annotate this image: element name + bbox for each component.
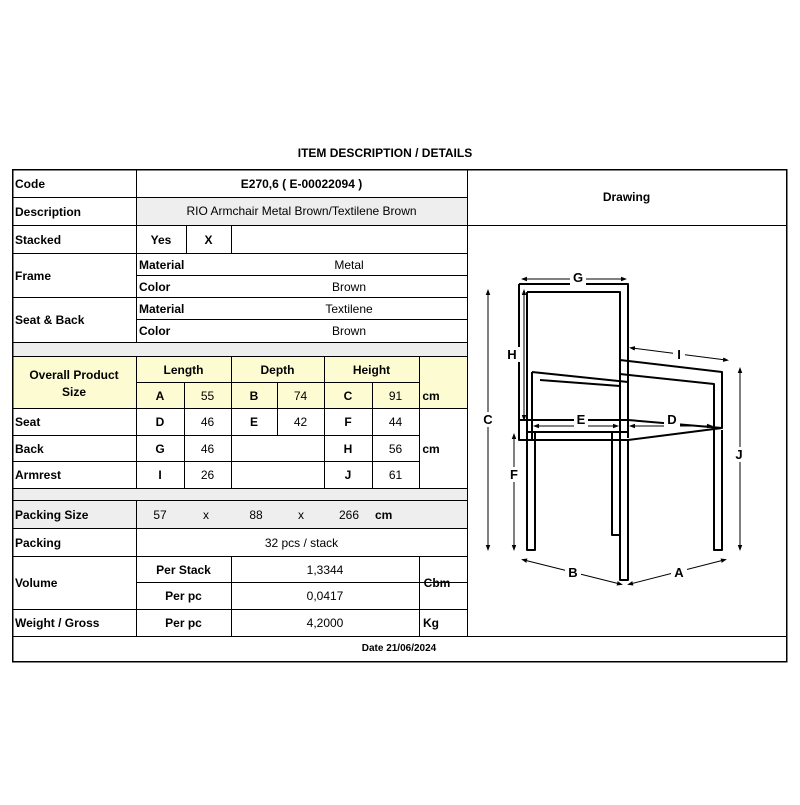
- stacked-yes-label: Yes: [150, 233, 172, 247]
- volume-per-stack-label: Per Stack: [156, 563, 211, 577]
- dim-e-value: 42: [293, 415, 308, 429]
- packing-size-height: 266: [338, 508, 360, 522]
- dim-h-letter: H: [343, 442, 353, 456]
- dim-j-letter: J: [344, 468, 352, 482]
- frame-color-label: Color: [139, 280, 171, 294]
- dim-h-value: 56: [388, 442, 403, 456]
- seat-back-material-value: Textilene: [325, 302, 373, 316]
- overall-unit: cm: [422, 389, 440, 403]
- frame-material-value: Metal: [334, 258, 364, 272]
- chair-back-left-leg: [612, 432, 620, 535]
- packing-size-length: 57: [153, 508, 167, 522]
- code-value: E270,6 ( E-00022094 ): [240, 177, 363, 191]
- chair-back-right-leg: [714, 430, 722, 550]
- drawing-label-j: J: [735, 447, 743, 462]
- packing-size-x2: x: [298, 508, 304, 522]
- drawing-label-i: I: [677, 347, 681, 362]
- date-footer: Date 21/06/2024: [361, 643, 437, 654]
- drawing-label-b: B: [568, 565, 578, 580]
- dim-d-letter: D: [155, 415, 165, 429]
- frame-material-label: Material: [139, 258, 185, 272]
- dim-i-value: 26: [200, 468, 215, 482]
- volume-per-stack-value: 1,3344: [306, 563, 344, 577]
- dim-f-letter: F: [344, 415, 352, 429]
- weight-per-pc-label: Per pc: [165, 616, 202, 630]
- dim-g-letter: G: [155, 442, 165, 456]
- chair-left-armrest: [532, 372, 628, 440]
- dim-g-value: 46: [200, 442, 215, 456]
- seat-back-color-label: Color: [139, 324, 171, 338]
- document-title: ITEM DESCRIPTION / DETAILS: [297, 146, 473, 160]
- packing-label: Packing: [15, 536, 62, 550]
- packing-value: 32 pcs / stack: [264, 536, 339, 550]
- drawing-label-c: C: [483, 412, 493, 427]
- chair-front-right-leg: [620, 440, 628, 580]
- stacked-yes-mark: X: [204, 233, 213, 247]
- frame-color-value: Brown: [331, 280, 366, 294]
- volume-per-pc-value: 0,0417: [306, 589, 344, 603]
- drawing-label-d: D: [667, 412, 677, 427]
- armrest-label: Armrest: [15, 468, 62, 482]
- depth-header: Depth: [260, 363, 295, 377]
- dim-j-value: 61: [388, 468, 403, 482]
- seat-back-arm-unit: cm: [422, 442, 440, 456]
- drawing-label-a: A: [674, 565, 684, 580]
- dim-f-value: 44: [388, 415, 403, 429]
- dim-e-letter: E: [249, 415, 258, 429]
- weight-value: 4,2000: [306, 616, 344, 630]
- dim-a-letter: A: [155, 389, 165, 403]
- weight-label: Weight / Gross: [15, 616, 100, 630]
- packing-size-width: 88: [249, 508, 263, 522]
- weight-unit: Kg: [423, 616, 439, 630]
- dim-c-value: 91: [388, 389, 403, 403]
- drawing-label-f: F: [510, 467, 518, 482]
- drawing-label-h: H: [507, 347, 517, 362]
- description-label: Description: [15, 205, 82, 219]
- dimension-letters: [480, 270, 747, 580]
- chair-frame: [519, 284, 722, 580]
- dim-i-letter: I: [158, 468, 162, 482]
- seat-label: Seat: [15, 415, 41, 429]
- chair-back: [519, 284, 628, 420]
- length-header: Length: [163, 363, 204, 377]
- frame-label: Frame: [15, 269, 52, 283]
- dim-b-letter: B: [249, 389, 259, 403]
- seat-back-label: Seat & Back: [15, 313, 85, 327]
- volume-per-pc-label: Per pc: [165, 589, 202, 603]
- height-header: Height: [352, 363, 391, 377]
- dim-a-value: 55: [200, 389, 215, 403]
- volume-unit: Cbm: [423, 576, 451, 590]
- seat-back-material-label: Material: [139, 302, 185, 316]
- description-value: RIO Armchair Metal Brown/Textilene Brown: [186, 204, 417, 218]
- drawing-label-e: E: [576, 412, 586, 427]
- packing-size-label: Packing Size: [15, 508, 89, 522]
- drawing-label-g: G: [572, 270, 584, 285]
- volume-label: Volume: [15, 576, 58, 590]
- chair-front-left-leg: [527, 432, 535, 550]
- seat-back-color-value: Brown: [331, 324, 366, 338]
- packing-size-x1: x: [203, 508, 209, 522]
- dim-b-value: 74: [293, 389, 308, 403]
- code-label: Code: [15, 177, 45, 191]
- overall-size-label: Overall Product Size: [29, 368, 119, 399]
- drawing-header: Drawing: [602, 190, 651, 204]
- dim-c-letter: C: [343, 389, 353, 403]
- dim-d-value: 46: [200, 415, 215, 429]
- stacked-label: Stacked: [15, 233, 62, 247]
- back-label: Back: [15, 442, 44, 456]
- packing-size-unit: cm: [375, 508, 393, 522]
